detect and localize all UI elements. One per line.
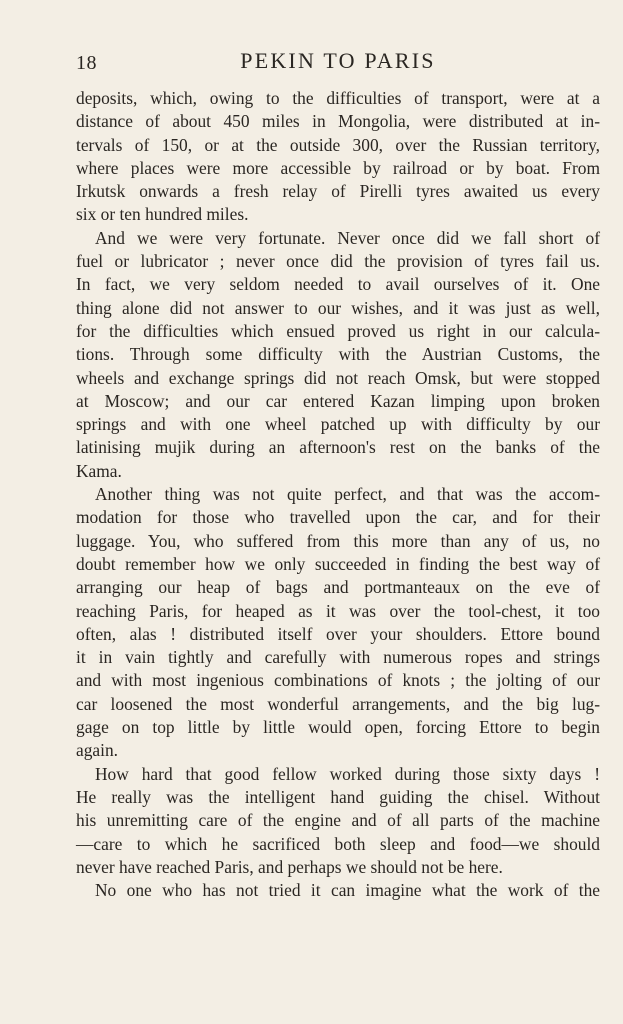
text-line: his unremitting care of the engine and of all parts of the machine xyxy=(76,810,600,831)
text-line: No one who has not tried it can imagine what the work of the xyxy=(95,880,600,901)
text-line: thing alone did not answer to our wishes, and it was just as well, xyxy=(76,297,600,318)
text-line: reaching Paris, for heaped as it was over the tool-chest, it too xyxy=(76,600,600,621)
text-line: wheels and exchange springs did not reach Omsk, but were stopped xyxy=(76,367,600,388)
text-line: again. xyxy=(76,740,119,761)
text-line: distance of about 450 miles in Mongolia, were distributed at in- xyxy=(76,111,600,132)
text-line: modation for those who travelled upon the car, and for their xyxy=(76,507,600,528)
text-line: —care to which he sacrificed both sleep and food—we should xyxy=(76,833,600,854)
text-line: car loosened the most wonderful arrangements, and the big lug- xyxy=(76,693,600,714)
text-line: for the difficulties which ensued proved us right in our calcula- xyxy=(76,320,600,341)
text-line: where places were more accessible by railroad or by boat. From xyxy=(76,157,600,178)
text-line: He really was the intelligent hand guiding the chisel. Without xyxy=(76,786,600,807)
text-line: deposits, which, owing to the difficulties of transport, were at a xyxy=(76,88,600,108)
text-line: arranging our heap of bags and portmanteaux on the eve of xyxy=(76,577,600,598)
text-line: Irkutsk onwards a fresh relay of Pirelli tyres awaited us every xyxy=(76,181,600,202)
text-line: Another thing was not quite perfect, and that was the accom- xyxy=(95,484,600,505)
text-line: latinising mujik during an afternoon's rest on the banks of the xyxy=(76,437,600,458)
text-line: never have reached Paris, and perhaps we should not be here. xyxy=(76,856,503,877)
text-line: In fact, we very seldom needed to avail ourselves of it. One xyxy=(76,274,600,295)
text-line: and with most ingenious combinations of knots ; the jolting of our xyxy=(76,670,600,691)
text-line: tervals of 150, or at the outside 300, over the Russian territory, xyxy=(76,134,600,155)
text-line: six or ten hundred miles. xyxy=(76,204,249,225)
running-head xyxy=(76,48,600,78)
text-line: gage on top little by little would open, forcing Ettore to begin xyxy=(76,717,600,738)
text-line: it in vain tightly and carefully with numerous ropes and strings xyxy=(76,647,600,668)
page-number: 18 xyxy=(76,52,97,74)
text-line: luggage. You, who suffered from this more than any of us, no xyxy=(76,530,600,551)
text-line: And we were very fortunate. Never once did we fall short of xyxy=(95,227,600,248)
text-line: doubt remember how we only succeeded in finding the best way of xyxy=(76,553,600,574)
text-line: How hard that good fellow worked during those sixty days ! xyxy=(95,763,600,784)
text-line: Kama. xyxy=(76,460,122,481)
text-line: often, alas ! distributed itself over your shoulders. Ettore bound xyxy=(76,623,600,644)
text-line: springs and with one wheel patched up with difficulty by our xyxy=(76,414,600,435)
text-line: at Moscow; and our car entered Kazan limping upon broken xyxy=(76,390,600,411)
book-title: PEKIN TO PARIS xyxy=(240,48,436,73)
text-line: fuel or lubricator ; never once did the provision of tyres fail us. xyxy=(76,251,600,272)
text-line: tions. Through some difficulty with the Austrian Customs, the xyxy=(76,344,600,365)
body-text xyxy=(76,87,600,902)
